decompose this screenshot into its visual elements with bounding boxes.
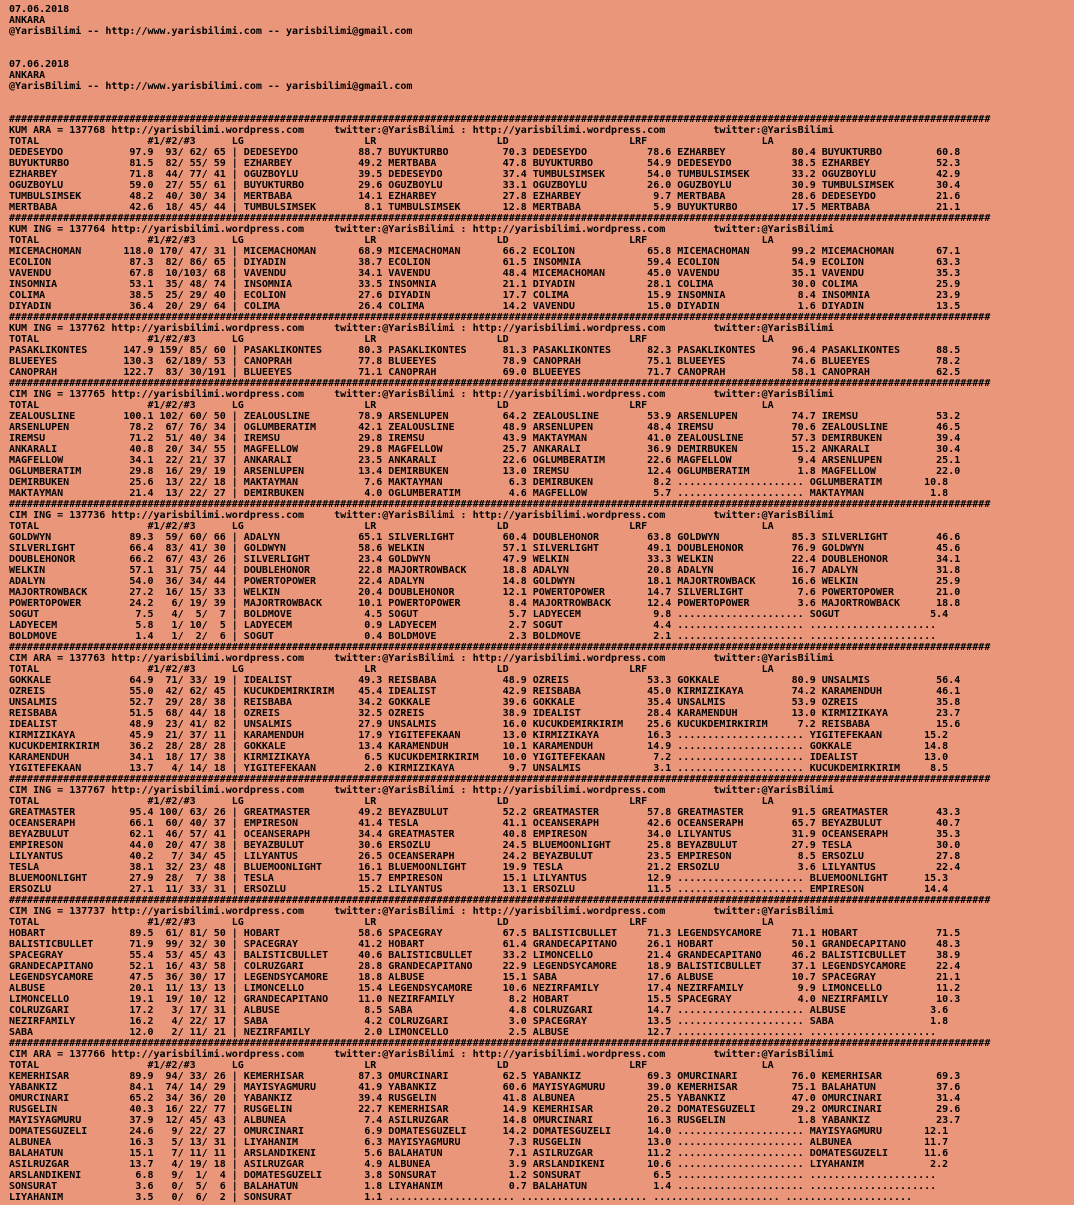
report-line: ALBUSE 20.1 11/ 13/ 13 | LIMONCELLO 15.4 LEGENDSYCAMORE 10.6 NEZIRFAMILY 17.4 NEZIRFAMILY 9.9 LIMONCELLO 11.2 <box>9 983 961 994</box>
report-line: ANKARALI 40.8 20/ 34/ 55 | MAGFELLOW 29.8 MAGFELLOW 25.7 ANKARALI 36.9 DEMIRBUKEN 15.2 ANKARALI 30.4 <box>9 444 961 455</box>
report-line: SONSURAT 3.6 0/ 5/ 6 | BALAHATUN 1.8 LIYAHANIM 0.7 BALAHATUN 1.4 ..................... ..................... <box>9 1181 937 1192</box>
report-line: OGUZBOYLU 59.0 27/ 55/ 61 | BUYUKTURBO 29.6 OGUZBOYLU 33.1 OGUZBOYLU 26.0 OGUZBOYLU 30.9 TUMBULSIMSEK 30.4 <box>9 180 961 191</box>
report-line: KUM ARA = 137768 http://yarisbilimi.wordpress.com twitter:@YarisBilimi : http://yarisbilimi.wordpress.com twitter:@YarisBilimi <box>9 125 834 136</box>
report-line: ################################################################################################################################################################### <box>9 378 991 389</box>
report-line: BEYAZBULUT 62.1 46/ 57/ 41 | OCEANSERAPH 34.4 GREATMASTER 40.8 EMPIRESON 34.0 LILYANTUS 31.9 OCEANSERAPH 35.3 <box>9 829 961 840</box>
report-line: TOTAL #1/#2/#3 LG LR LD LRF LA <box>9 917 774 928</box>
report-line: BLUEEYES 130.3 62/189/ 53 | CANOPRAH 77.8 BLUEEYES 78.9 CANOPRAH 75.1 BLUEEYES 74.6 BLUEEYES 78.2 <box>9 356 961 367</box>
report-line: IREMSU 71.2 51/ 40/ 34 | IREMSU 29.8 IREMSU 43.9 MAKTAYMAN 41.0 ZEALOUSLINE 57.3 DEMIRBUKEN 39.4 <box>9 433 961 444</box>
report-line: IDEALIST 48.9 23/ 41/ 82 | UNSALMIS 27.9 UNSALMIS 16.0 KUCUKDEMIRKIRIM 25.6 KUCUKDEMIRKIRIM 7.2 REISBABA 15.6 <box>9 719 961 730</box>
report-line: WELKIN 57.1 31/ 75/ 44 | DOUBLEHONOR 22.8 MAJORTROWBACK 18.8 ADALYN 20.8 ADALYN 16.7 ADALYN 31.8 <box>9 565 961 576</box>
report-line: DIYADIN 36.4 20/ 29/ 64 | COLIMA 26.4 COLIMA 14.2 VAVENDU 15.0 DIYADIN 1.6 DIYADIN 13.5 <box>9 301 961 312</box>
report-line: BOLDMOVE 1.4 1/ 2/ 6 | SOGUT 0.4 BOLDMOVE 2.3 BOLDMOVE 2.1 ..................... ..................... <box>9 631 937 642</box>
report-line: REISBABA 51.5 68/ 44/ 18 | OZREIS 32.5 OZREIS 38.9 IDEALIST 28.4 KARAMENDUH 13.0 KIRMIZIKAYA 23.7 <box>9 708 961 719</box>
report-line: TESLA 38.1 32/ 23/ 48 | BLUEMOONLIGHT 16.1 BLUEMOONLIGHT 19.9 TESLA 21.2 ERSOZLU 3.6 LILYANTUS 22.4 <box>9 862 961 873</box>
report-line <box>9 103 1074 114</box>
report-line: 07.06.2018 <box>9 59 70 70</box>
report-line: CIM ING = 137737 http://yarisbilimi.wordpress.com twitter:@YarisBilimi : http://yarisbilimi.wordpress.com twitter:@YarisBilimi <box>9 906 834 917</box>
report-line: BALISTICBULLET 71.9 99/ 32/ 30 | SPACEGRAY 41.2 HOBART 61.4 GRANDECAPITANO 26.1 HOBART 50.1 GRANDECAPITANO 48.3 <box>9 939 961 950</box>
report-line: KARAMENDUH 34.1 18/ 17/ 38 | KIRMIZIKAYA 6.5 KUCUKDEMIRKIRIM 10.0 YIGITEFEKAAN 7.2 ..................... IDEALIST 13.0 <box>9 752 949 763</box>
report-line: KUCUKDEMIRKIRIM 36.2 28/ 28/ 28 | GOKKALE 13.4 KARAMENDUH 10.1 KARAMENDUH 14.9 ..................... GOKKALE 14.8 <box>9 741 949 752</box>
report-line: KEMERHISAR 89.9 94/ 33/ 26 | KEMERHISAR 87.3 OMURCINARI 62.5 YABANKIZ 69.3 OMURCINARI 76.0 KEMERHISAR 69.3 <box>9 1071 961 1082</box>
report-line: SPACEGRAY 55.4 53/ 45/ 43 | BALISTICBULLET 40.6 BALISTICBULLET 33.2 LIMONCELLO 21.4 GRANDECAPITANO 46.2 BALISTICBULLET 38.9 <box>9 950 961 961</box>
report-line: DEDESEYDO 97.9 93/ 62/ 65 | DEDESEYDO 88.7 BUYUKTURBO 70.3 DEDESEYDO 78.6 EZHARBEY 80.4 BUYUKTURBO 60.8 <box>9 147 961 158</box>
report-line: LADYECEM 5.8 1/ 10/ 5 | LADYECEM 0.9 LADYECEM 2.7 SOGUT 4.4 ..................... ..................... <box>9 620 937 631</box>
report-line: HOBART 89.5 61/ 81/ 50 | HOBART 58.6 SPACEGRAY 67.5 BALISTICBULLET 71.3 LEGENDSYCAMORE 71.1 HOBART 71.5 <box>9 928 961 939</box>
report-line: CIM ARA = 137766 http://yarisbilimi.wordpress.com twitter:@YarisBilimi : http://yarisbilimi.wordpress.com twitter:@YarisBilimi <box>9 1049 834 1060</box>
report-line: TUMBULSIMSEK 48.2 40/ 30/ 34 | MERTBABA 14.1 EZHARBEY 27.8 EZHARBEY 9.7 MERTBABA 28.6 DEDESEYDO 21.6 <box>9 191 961 202</box>
report-line: ANKARA <box>9 70 46 81</box>
report-line: OZREIS 55.0 42/ 62/ 45 | KUCUKDEMIRKIRIM 45.4 IDEALIST 42.9 REISBABA 45.0 KIRMIZIKAYA 74.2 KARAMENDUH 46.1 <box>9 686 961 697</box>
report-line: KUM ING = 137762 http://yarisbilimi.wordpress.com twitter:@YarisBilimi : http://yarisbilimi.wordpress.com twitter:@YarisBilimi <box>9 323 834 334</box>
report-line: KIRMIZIKAYA 45.9 21/ 37/ 11 | KARAMENDUH 17.9 YIGITEFEKAAN 13.0 KIRMIZIKAYA 16.3 ..................... YIGITEFEKAAN 15.2 <box>9 730 949 741</box>
report-line: TOTAL #1/#2/#3 LG LR LD LRF LA <box>9 1060 774 1071</box>
report-line: LILYANTUS 40.2 7/ 34/ 45 | LILYANTUS 26.5 OCEANSERAPH 24.2 BEYAZBULUT 23.5 EMPIRESON 8.5 ERSOZLU 27.8 <box>9 851 961 862</box>
report-line: ################################################################################################################################################################### <box>9 1038 991 1049</box>
report-line: EZHARBEY 71.8 44/ 77/ 41 | OGUZBOYLU 39.5 DEDESEYDO 37.4 TUMBULSIMSEK 54.0 TUMBULSIMSEK 33.2 OGUZBOYLU 42.9 <box>9 169 961 180</box>
report-line: @YarisBilimi -- http://www.yarisbilimi.com -- yarisbilimi@gmail.com <box>9 81 413 92</box>
report-line: YABANKIZ 84.1 74/ 14/ 29 | MAYISYAGMURU 41.9 YABANKIZ 60.6 MAYISYAGMURU 39.0 KEMERHISAR 75.1 BALAHATUN 37.6 <box>9 1082 961 1093</box>
report-line: ################################################################################################################################################################### <box>9 114 991 125</box>
report-line: ################################################################################################################################################################### <box>9 213 991 224</box>
report-line: KUM ING = 137764 http://yarisbilimi.wordpress.com twitter:@YarisBilimi : http://yarisbilimi.wordpress.com twitter:@YarisBilimi <box>9 224 834 235</box>
report-line: ANKARA <box>9 15 46 26</box>
report-line: TOTAL #1/#2/#3 LG LR LD LRF LA <box>9 235 774 246</box>
report-line: TOTAL #1/#2/#3 LG LR LD LRF LA <box>9 664 774 675</box>
report-line: CIM ING = 137765 http://yarisbilimi.wordpress.com twitter:@YarisBilimi : http://yarisbilimi.wordpress.com twitter:@YarisBilimi <box>9 389 834 400</box>
report-line: DOMATESGUZELI 24.6 9/ 22/ 27 | OMURCINARI 6.9 DOMATESGUZELI 14.2 DOMATESGUZELI 14.0 ..................... MAYISYAGMURU 12.1 <box>9 1126 949 1137</box>
report-line: GOLDWYN 89.3 59/ 60/ 66 | ADALYN 65.1 SILVERLIGHT 60.4 DOUBLEHONOR 63.8 GOLDWYN 85.3 SILVERLIGHT 46.6 <box>9 532 961 543</box>
report-line: OMURCINARI 65.2 34/ 36/ 20 | YABANKIZ 39.4 RUSGELIN 41.8 ALBUNEA 25.5 YABANKIZ 47.0 OMURCINARI 31.4 <box>9 1093 961 1104</box>
report-line: GRANDECAPITANO 52.1 16/ 43/ 58 | COLRUZGARI 28.8 GRANDECAPITANO 22.9 LEGENDSYCAMORE 18.9 BALISTICBULLET 37.1 LEGENDSYCAMORE 22.4 <box>9 961 961 972</box>
report-line: ARSENLUPEN 78.2 67/ 76/ 34 | OGLUMBERATIM 42.1 ZEALOUSLINE 48.9 ARSENLUPEN 48.4 IREMSU 70.6 ZEALOUSLINE 46.5 <box>9 422 961 433</box>
report-line: ALBUNEA 16.3 5/ 13/ 31 | LIYAHANIM 6.3 MAYISYAGMURU 7.3 RUSGELIN 13.0 ..................... ALBUNEA 11.7 <box>9 1137 949 1148</box>
report-line: DOUBLEHONOR 66.2 67/ 43/ 26 | SILVERLIGHT 23.4 GOLDWYN 47.9 WELKIN 33.3 WELKIN 22.4 DOUBLEHONOR 34.1 <box>9 554 961 565</box>
report-line: POWERTOPOWER 24.2 6/ 19/ 39 | MAJORTROWBACK 10.1 POWERTOPOWER 8.4 MAJORTROWBACK 12.4 POWERTOPOWER 3.6 MAJORTROWBACK 18.8 <box>9 598 961 609</box>
report-line: MAKTAYMAN 21.4 13/ 22/ 27 | DEMIRBUKEN 4.0 OGLUMBERATIM 4.6 MAGFELLOW 5.7 ..................... MAKTAYMAN 1.8 <box>9 488 949 499</box>
report-line: CIM ING = 137767 http://yarisbilimi.wordpress.com twitter:@YarisBilimi : http://yarisbilimi.wordpress.com twitter:@YarisBilimi <box>9 785 834 796</box>
report-line: OGLUMBERATIM 29.8 16/ 29/ 19 | ARSENLUPEN 13.4 DEMIRBUKEN 13.0 IREMSU 12.4 OGLUMBERATIM 1.8 MAGFELLOW 22.0 <box>9 466 961 477</box>
report-line: ################################################################################################################################################################### <box>9 312 991 323</box>
report-line: MERTBABA 42.6 18/ 45/ 44 | TUMBULSIMSEK 8.1 TUMBULSIMSEK 12.8 MERTBABA 5.9 BUYUKTURBO 17.5 MERTBABA 21.1 <box>9 202 961 213</box>
report-line <box>9 92 1074 103</box>
report-line: ################################################################################################################################################################### <box>9 774 991 785</box>
report-line: COLRUZGARI 17.2 3/ 17/ 31 | ALBUSE 8.5 SABA 4.8 COLRUZGARI 14.7 ..................... ALBUSE 3.6 <box>9 1005 949 1016</box>
report-line: RUSGELIN 40.3 16/ 22/ 77 | RUSGELIN 22.7 KEMERHISAR 14.9 KEMERHISAR 20.2 DOMATESGUZELI 29.2 OMURCINARI 29.6 <box>9 1104 961 1115</box>
report-line: 07.06.2018 <box>9 4 70 15</box>
report-line: TOTAL #1/#2/#3 LG LR LD LRF LA <box>9 796 774 807</box>
report-line <box>9 48 1074 59</box>
report-line: LIYAHANIM 3.5 0/ 6/ 2 | SONSURAT 1.1 ..................... ..................... ..................... ..................... <box>9 1192 913 1203</box>
report-line: TOTAL #1/#2/#3 LG LR LD LRF LA <box>9 521 774 532</box>
report-line: TOTAL #1/#2/#3 LG LR LD LRF LA <box>9 136 774 147</box>
report-line: MAJORTROWBACK 27.2 16/ 15/ 33 | WELKIN 20.4 DOUBLEHONOR 12.1 POWERTOPOWER 14.7 SILVERLIGHT 7.6 POWERTOPOWER 21.0 <box>9 587 961 598</box>
report-line: DEMIRBUKEN 25.6 13/ 22/ 18 | MAKTAYMAN 7.6 MAKTAYMAN 6.3 DEMIRBUKEN 8.2 ..................... OGLUMBERATIM 10.8 <box>9 477 949 488</box>
report-line: ################################################################################################################################################################### <box>9 642 991 653</box>
report-line: BLUEMOONLIGHT 27.9 28/ 7/ 38 | TESLA 15.7 EMPIRESON 15.1 LILYANTUS 12.9 ..................... BLUEMOONLIGHT 15.3 <box>9 873 949 884</box>
report-line: ZEALOUSLINE 100.1 102/ 60/ 50 | ZEALOUSLINE 78.9 ARSENLUPEN 64.2 ZEALOUSLINE 53.9 ARSENLUPEN 74.7 IREMSU 53.2 <box>9 411 961 422</box>
report-line: NEZIRFAMILY 16.2 4/ 22/ 17 | SABA 4.2 COLRUZGARI 3.0 SPACEGRAY 13.5 ..................... SABA 1.8 <box>9 1016 949 1027</box>
report-line: CIM ING = 137736 http://yarisbilimi.wordpress.com twitter:@YarisBilimi : http://yarisbilimi.wordpress.com twitter:@YarisBilimi <box>9 510 834 521</box>
report-line: VAVENDU 67.8 10/103/ 68 | VAVENDU 34.1 VAVENDU 48.4 MICEMACHOMAN 45.0 VAVENDU 35.1 VAVENDU 35.3 <box>9 268 961 279</box>
report-line: SOGUT 7.5 4/ 5/ 7 | BOLDMOVE 4.5 SOGUT 5.7 LADYECEM 9.8 ..................... SOGUT 5.4 <box>9 609 949 620</box>
report-line: OCEANSERAPH 66.1 60/ 40/ 37 | EMPIRESON 41.4 TESLA 41.1 OCEANSERAPH 42.6 OCEANSERAPH 65.7 BEYAZBULUT 40.7 <box>9 818 961 829</box>
report-line: CANOPRAH 122.7 83/ 30/191 | BLUEEYES 71.1 CANOPRAH 69.0 BLUEEYES 71.7 CANOPRAH 58.1 CANOPRAH 62.5 <box>9 367 961 378</box>
report-line: GREATMASTER 95.4 100/ 63/ 26 | GREATMASTER 49.2 BEYAZBULUT 52.2 GREATMASTER 57.8 GREATMASTER 91.5 GREATMASTER 43.3 <box>9 807 961 818</box>
report-line: MAGFELLOW 34.1 22/ 21/ 37 | ANKARALI 23.5 ANKARALI 22.6 OGLUMBERATIM 22.6 MAGFELLOW 9.4 ARSENLUPEN 25.1 <box>9 455 961 466</box>
report-line: GOKKALE 64.9 71/ 33/ 19 | IDEALIST 49.3 REISBABA 48.9 OZREIS 53.3 GOKKALE 80.9 UNSALMIS 56.4 <box>9 675 961 686</box>
report-line: TOTAL #1/#2/#3 LG LR LD LRF LA <box>9 334 774 345</box>
report-line: @YarisBilimi -- http://www.yarisbilimi.com -- yarisbilimi@gmail.com <box>9 26 413 37</box>
report-line: CIM ARA = 137763 http://yarisbilimi.wordpress.com twitter:@YarisBilimi : http://yarisbilimi.wordpress.com twitter:@YarisBilimi <box>9 653 834 664</box>
report-line <box>9 37 1074 48</box>
report-line: COLIMA 38.5 25/ 29/ 40 | ECOLION 27.6 DIYADIN 17.7 COLIMA 15.9 INSOMNIA 8.4 INSOMNIA 23.9 <box>9 290 961 301</box>
report-line: SABA 12.0 2/ 11/ 21 | NEZIRFAMILY 2.0 LIMONCELLO 2.5 ALBUSE 12.7 ..................... ..................... <box>9 1027 937 1038</box>
report-line: BUYUKTURBO 81.5 82/ 55/ 59 | EZHARBEY 49.2 MERTBABA 47.8 BUYUKTURBO 54.9 DEDESEYDO 38.5 EZHARBEY 52.3 <box>9 158 961 169</box>
report-line: BALAHATUN 15.1 7/ 11/ 11 | ARSLANDIKENI 5.6 BALAHATUN 7.1 ASILRUZGAR 11.2 ..................... DOMATESGUZELI 11.6 <box>9 1148 949 1159</box>
report-line: ADALYN 54.0 36/ 34/ 44 | POWERTOPOWER 22.4 ADALYN 14.8 GOLDWYN 18.1 MAJORTROWBACK 16.6 WELKIN 25.9 <box>9 576 961 587</box>
report-line: ASILRUZGAR 13.7 4/ 19/ 18 | ASILRUZGAR 4.9 ALBUNEA 3.9 ARSLANDIKENI 10.6 ..................... LIYAHANIM 2.2 <box>9 1159 949 1170</box>
report-line: ################################################################################################################################################################### <box>9 895 991 906</box>
report-line: LIMONCELLO 19.1 19/ 10/ 12 | GRANDECAPITANO 11.0 NEZIRFAMILY 8.2 HOBART 15.5 SPACEGRAY 4.0 NEZIRFAMILY 10.3 <box>9 994 961 1005</box>
report-line: LEGENDSYCAMORE 47.5 36/ 30/ 17 | LEGENDSYCAMORE 18.8 ALBUSE 15.1 SABA 17.6 ALBUSE 10.7 SPACEGRAY 21.1 <box>9 972 961 983</box>
report-line: ARSLANDIKENI 6.8 9/ 1/ 4 | DOMATESGUZELI 3.8 SONSURAT 1.2 SONSURAT 6.5 ..................... ..................... <box>9 1170 937 1181</box>
report-line: SILVERLIGHT 66.4 83/ 41/ 30 | GOLDWYN 58.6 WELKIN 57.1 SILVERLIGHT 49.1 DOUBLEHONOR 76.9 GOLDWYN 45.6 <box>9 543 961 554</box>
report-line: ################################################################################################################################################################### <box>9 499 991 510</box>
report-line: TOTAL #1/#2/#3 LG LR LD LRF LA <box>9 400 774 411</box>
report-line: MICEMACHOMAN 118.0 170/ 47/ 31 | MICEMACHOMAN 68.9 MICEMACHOMAN 66.2 ECOLION 65.8 MICEMACHOMAN 99.2 MICEMACHOMAN 67.1 <box>9 246 961 257</box>
report-line: ECOLION 87.3 82/ 86/ 65 | DIYADIN 38.7 ECOLION 61.5 INSOMNIA 59.4 ECOLION 54.9 ECOLION 63.3 <box>9 257 961 268</box>
report-line: MAYISYAGMURU 37.9 12/ 45/ 43 | ALBUNEA 7.4 ASILRUZGAR 14.8 OMURCINARI 16.3 RUSGELIN 1.8 YABANKIZ 23.7 <box>9 1115 961 1126</box>
report-line: YIGITEFEKAAN 13.7 4/ 14/ 18 | YIGITEFEKAAN 2.0 KIRMIZIKAYA 9.7 UNSALMIS 3.1 ..................... KUCUKDEMIRKIRIM 8.5 <box>9 763 949 774</box>
report-line: UNSALMIS 52.7 29/ 28/ 38 | REISBABA 34.2 GOKKALE 39.6 GOKKALE 35.4 UNSALMIS 53.9 OZREIS 35.8 <box>9 697 961 708</box>
report-line: EMPIRESON 44.0 20/ 47/ 38 | BEYAZBULUT 30.6 ERSOZLU 24.5 BLUEMOONLIGHT 25.8 BEYAZBULUT 27.9 TESLA 30.0 <box>9 840 961 851</box>
report-line: INSOMNIA 53.1 35/ 48/ 74 | INSOMNIA 33.5 INSOMNIA 21.1 DIYADIN 28.1 COLIMA 30.0 COLIMA 25.9 <box>9 279 961 290</box>
report-line: ERSOZLU 27.1 11/ 33/ 31 | ERSOZLU 15.2 LILYANTUS 13.1 ERSOZLU 11.5 ..................... EMPIRESON 14.4 <box>9 884 949 895</box>
report-line: PASAKLIKONTES 147.9 159/ 85/ 60 | PASAKLIKONTES 80.3 PASAKLIKONTES 81.3 PASAKLIKONTES 82.3 PASAKLIKONTES 96.4 PASAKLIKONTES 88.5 <box>9 345 961 356</box>
